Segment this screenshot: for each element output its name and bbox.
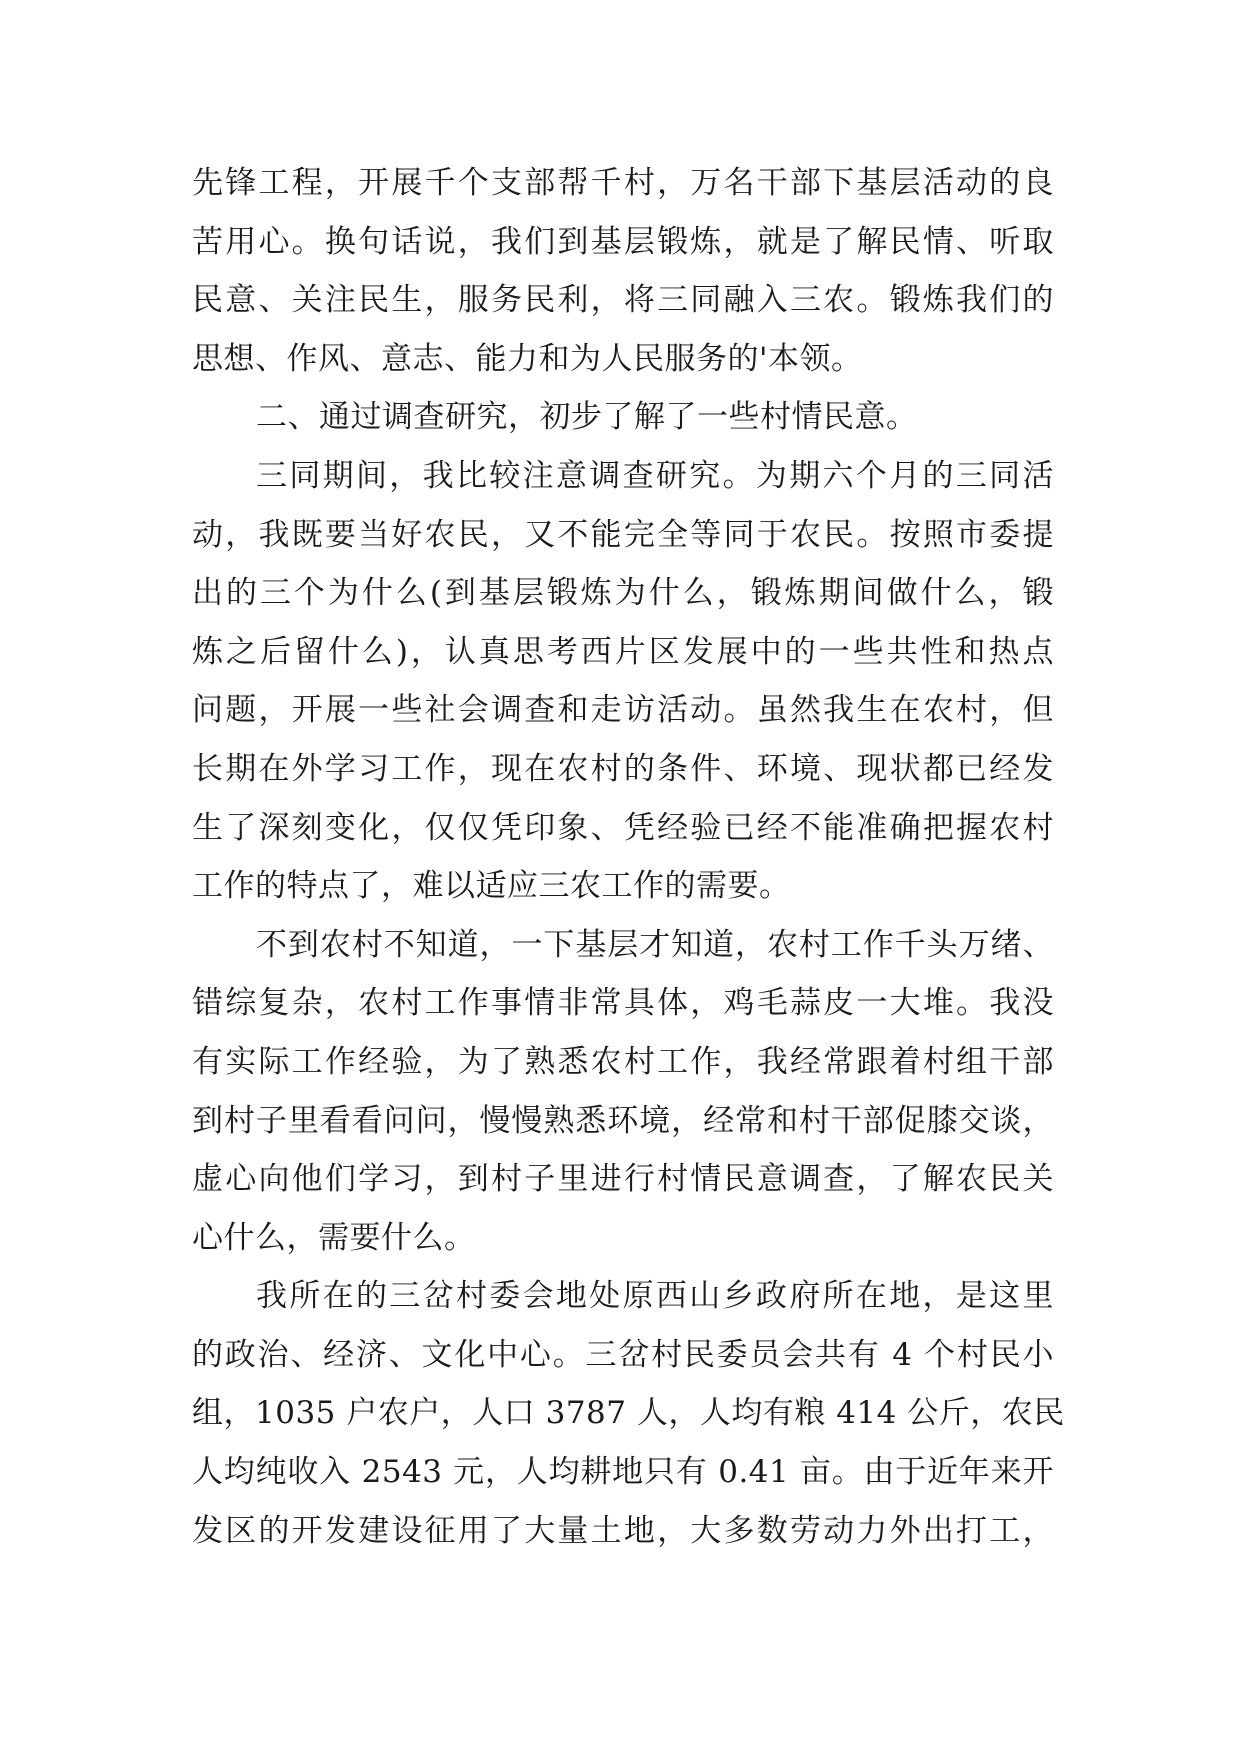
text-line: 动，我既要当好农民，又不能完全等同于农民。按照市委提: [192, 516, 1054, 553]
section-heading: 二、通过调查研究，初步了解了一些村情民意。: [256, 399, 918, 436]
text-line: 到村子里看看问问，慢慢熟悉环境，经常和村干部促膝交谈，: [192, 1102, 1054, 1139]
text-line: 我所在的三岔村委会地处原西山乡政府所在地，是这里: [256, 1278, 1054, 1315]
text-line: 错综复杂，农村工作事情非常具体，鸡毛蒜皮一大堆。我没: [192, 985, 1054, 1022]
text-line: 生了深刻变化，仅仅凭印象、凭经验已经不能准确把握农村: [192, 809, 1054, 846]
text-line: 先锋工程，开展千个支部帮千村，万名干部下基层活动的良: [192, 165, 1054, 201]
text-line: 苦用心。换句话说，我们到基层锻炼，就是了解民情、听取: [192, 223, 1054, 260]
document-body: [192, 154, 1065, 1560]
text-line: 人均纯收入 2543 元，人均耕地只有 0.41 亩。由于近年来开: [192, 1454, 1054, 1491]
text-line: 三同期间，我比较注意调查研究。为期六个月的三同活: [256, 457, 1054, 494]
text-line: 问题，开展一些社会调查和走访活动。虽然我生在农村，但: [192, 692, 1054, 729]
text-line: 的政治、经济、文化中心。三岔村民委员会共有 4 个村民小: [192, 1336, 1054, 1373]
text-line: 虚心向他们学习，到村子里进行村情民意调查，了解农民关: [192, 1161, 1054, 1198]
text-line: 发区的开发建设征用了大量土地，大多数劳动力外出打工，: [192, 1512, 1054, 1549]
text-line: 思想、作风、意志、能力和为人民服务的'本领。: [192, 340, 863, 377]
text-line: 出的三个为什么(到基层锻炼为什么，锻炼期间做什么，锻: [192, 575, 1054, 612]
text-line: 炼之后留什么)，认真思考西片区发展中的一些共性和热点: [192, 633, 1054, 670]
text-line: 有实际工作经验，为了熟悉农村工作，我经常跟着村组干部: [192, 1043, 1054, 1080]
text-line: 民意、关注民生，服务民利，将三同融入三农。锻炼我们的: [192, 282, 1054, 319]
text-line: 工作的特点了，难以适应三农工作的需要。: [192, 868, 791, 905]
text-line: 心什么，需要什么。: [192, 1219, 476, 1256]
text-line: 不到农村不知道，一下基层才知道，农村工作千头万绪、: [256, 926, 1054, 963]
text-line: 组，1035 户农户，人口 3787 人，人均有粮 414 公斤，农民: [192, 1395, 1065, 1432]
text-line: 长期在外学习工作，现在农村的条件、环境、现状都已经发: [192, 750, 1054, 787]
